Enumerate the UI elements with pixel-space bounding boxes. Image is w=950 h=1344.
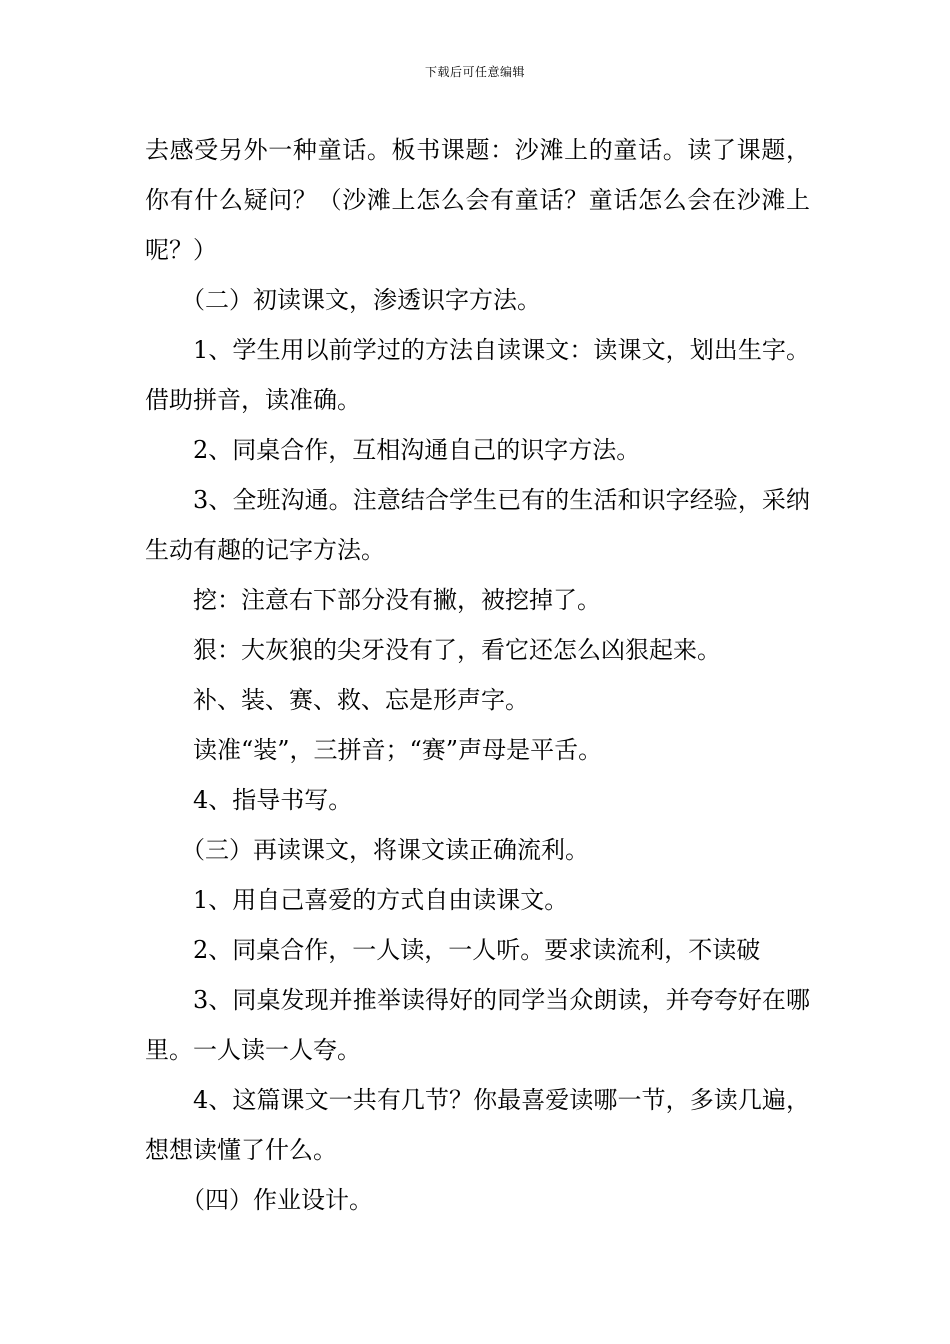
page-header: 下载后可任意编辑 xyxy=(424,65,525,79)
paragraph-phono-semantic: 补、装、赛、救、忘是形声字。 xyxy=(193,686,529,714)
paragraph-read-2: 2、同桌合作，一人读，一人听。要求读流利，不读破 xyxy=(193,936,761,964)
section-heading-4: （四）作业设计。 xyxy=(181,1186,373,1214)
paragraph-intro: 去感受另外一种童话。板书课题：沙滩上的童话。读了课题，你有什么疑问？（沙滩上怎么会有童话？童话怎么会在沙滩上呢？） xyxy=(145,136,810,264)
paragraph-pronunciation: 读准“装”，三拼音；“赛”声母是平舌。 xyxy=(193,736,603,764)
paragraph-step-1: 1、学生用以前学过的方法自读课文：读课文，划出生字。借助拼音，读准确。 xyxy=(145,336,810,414)
paragraph-read-3: 3、同桌发现并推举读得好的同学当众朗读，并夸夸好在哪里。一人读一人夸。 xyxy=(145,986,810,1064)
document-body xyxy=(145,125,810,1225)
paragraph-char-wa: 挖：注意右下部分没有撇，被挖掉了。 xyxy=(193,586,601,614)
paragraph-step-3: 3、全班沟通。注意结合学生已有的生活和识字经验，采纳生动有趣的记字方法。 xyxy=(145,486,810,564)
section-heading-3: （三）再读课文，将课文读正确流利。 xyxy=(181,836,589,864)
paragraph-char-hen: 狠：大灰狼的尖牙没有了，看它还怎么凶狠起来。 xyxy=(193,636,721,664)
section-heading-2: （二）初读课文，渗透识字方法。 xyxy=(181,286,541,314)
paragraph-step-2: 2、同桌合作，互相沟通自己的识字方法。 xyxy=(193,436,641,464)
paragraph-step-4: 4、指导书写。 xyxy=(193,786,353,814)
paragraph-read-1: 1、用自己喜爱的方式自由读课文。 xyxy=(193,886,569,914)
paragraph-read-4: 4、这篇课文一共有几节？你最喜爱读哪一节，多读几遍，想想读懂了什么。 xyxy=(145,1086,810,1164)
